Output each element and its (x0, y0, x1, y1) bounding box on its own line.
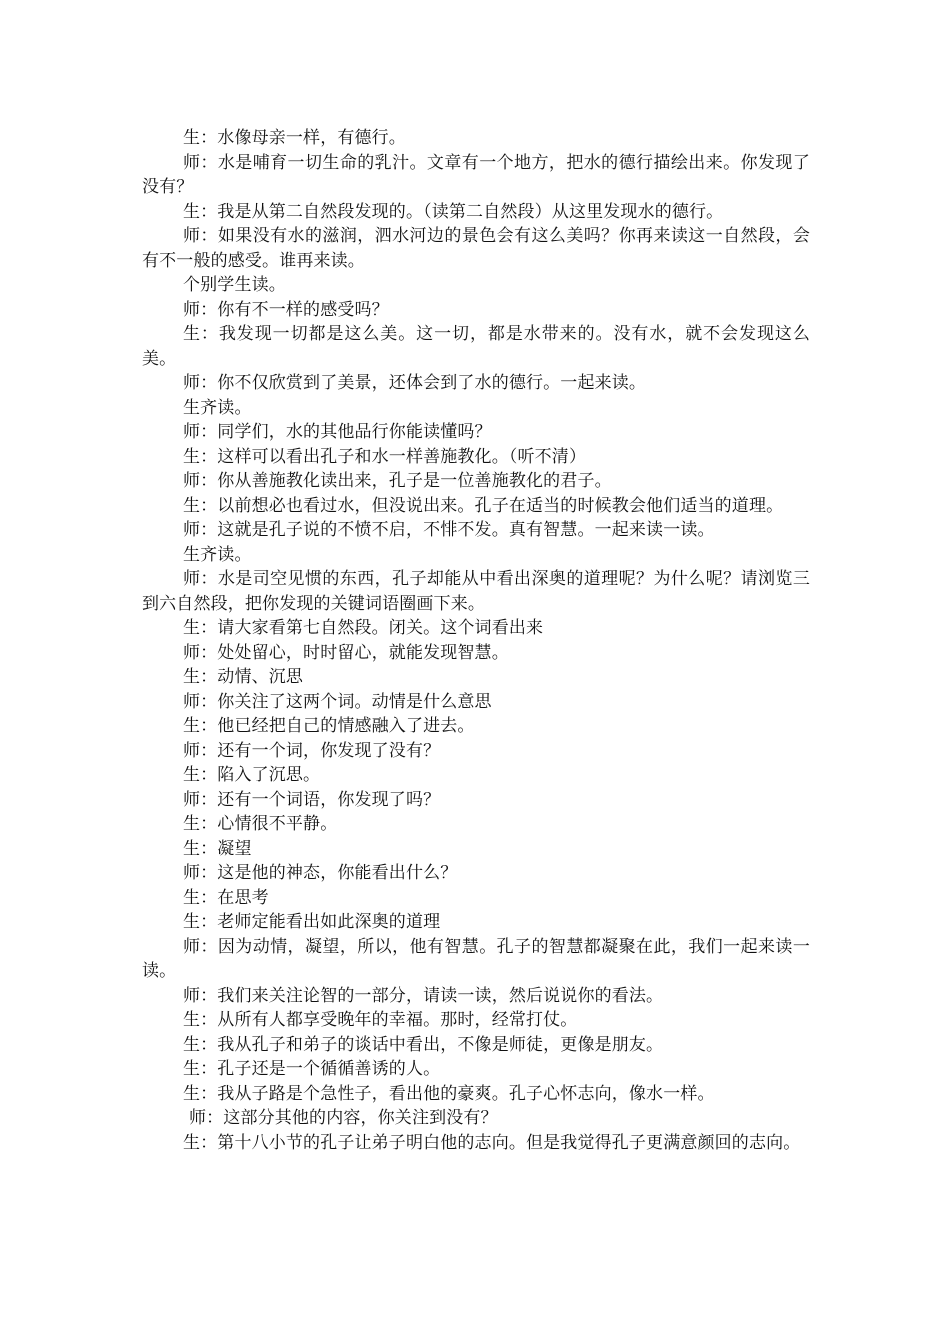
dialogue-paragraph: 师：这部分其他的内容，你关注到没有？ (189, 1108, 498, 1128)
dialogue-paragraph: 师：我们来关注论智的一部分，请读一读，然后说说你的看法。 (183, 985, 664, 1006)
dialogue-paragraph: 生：心情很不平静。 (183, 814, 338, 834)
document-page (142, 126, 810, 1155)
dialogue-paragraph: 师：这是他的神态，你能看出什么？ (183, 863, 458, 883)
dialogue-paragraph: 师：你不仅欣赏到了美景，还体会到了水的德行。一起来读。 (183, 373, 647, 393)
dialogue-paragraph: 生：水像母亲一样，有德行。 (183, 128, 406, 148)
dialogue-paragraph: 生：陷入了沉思。 (183, 765, 321, 785)
dialogue-paragraph: 生：我从孔子和弟子的谈话中看出，不像是师徒，更像是朋友。 (183, 1034, 664, 1055)
dialogue-paragraph: 师：还有一个词语，你发现了吗？ (183, 789, 441, 810)
dialogue-paragraph: 生：请大家看第七自然段。闭关。这个词看出来 (183, 618, 544, 638)
dialogue-paragraph: 师：你关注了这两个词。动情是什么意思 (183, 691, 492, 712)
dialogue-paragraph: 生：在思考 (183, 887, 269, 908)
dialogue-paragraph: 师：如果没有水的滋润，泗水河边的景色会有这么美吗？你再来读这一自然段，会有不一般的感受。谁再来读。 (142, 226, 810, 271)
dialogue-paragraph: 生：以前想必也看过水，但没说出来。孔子在适当的时候教会他们适当的道理。 (183, 495, 784, 516)
narration-paragraph: 生齐读。 (183, 544, 252, 565)
dialogue-paragraph: 师：同学们，水的其他品行你能读懂吗？ (183, 422, 492, 442)
dialogue-paragraph: 生：从所有人都享受晚年的幸福。那时，经常打仗。 (183, 1010, 578, 1030)
dialogue-paragraph: 师：水是哺育一切生命的乳汁。文章有一个地方，把水的德行描绘出来。你发现了没有？ (142, 152, 810, 197)
dialogue-paragraph: 生：第十八小节的孔子让弟子明白他的志向。但是我觉得孔子更满意颜回的志向。 (183, 1132, 801, 1153)
dialogue-paragraph: 生：凝望 (183, 838, 252, 859)
dialogue-paragraph: 师：水是司空见惯的东西，孔子却能从中看出深奥的道理呢？为什么呢？请浏览三到六自然段，把你发现的关键词语圈画下来。 (142, 569, 810, 614)
dialogue-paragraph: 师：你有不一样的感受吗？ (183, 299, 389, 320)
narration-paragraph: 个别学生读。 (183, 275, 286, 295)
dialogue-paragraph: 生：我从子路是个急性子，看出他的豪爽。孔子心怀志向，像水一样。 (183, 1083, 715, 1104)
dialogue-paragraph: 生：我是从第二自然段发现的。（读第二自然段）从这里发现水的德行。 (183, 201, 724, 222)
dialogue-paragraph: 师：这就是孔子说的不愤不启，不悱不发。真有智慧。一起来读一读。 (183, 520, 715, 540)
dialogue-paragraph: 生：老师定能看出如此深奥的道理 (183, 912, 441, 932)
dialogue-paragraph: 师：因为动情，凝望，所以，他有智慧。孔子的智慧都凝聚在此，我们一起来读一读。 (142, 936, 810, 981)
dialogue-paragraph: 生：他已经把自己的情感融入了进去。 (183, 716, 475, 736)
dialogue-paragraph: 生：这样可以看出孔子和水一样善施教化。（听不清） (183, 446, 587, 467)
dialogue-paragraph: 生：孔子还是一个循循善诱的人。 (183, 1059, 441, 1079)
dialogue-paragraph: 生：动情、沉思 (183, 667, 304, 687)
dialogue-paragraph: 师：你从善施教化读出来，孔子是一位善施教化的君子。 (183, 471, 612, 491)
dialogue-paragraph: 师：还有一个词，你发现了没有？ (183, 740, 441, 761)
dialogue-paragraph: 生：我发现一切都是这么美。这一切，都是水带来的。没有水，就不会发现这么美。 (142, 324, 810, 369)
dialogue-paragraph: 师：处处留心，时时留心，就能发现智慧。 (183, 642, 509, 663)
narration-paragraph: 生齐读。 (183, 397, 252, 418)
